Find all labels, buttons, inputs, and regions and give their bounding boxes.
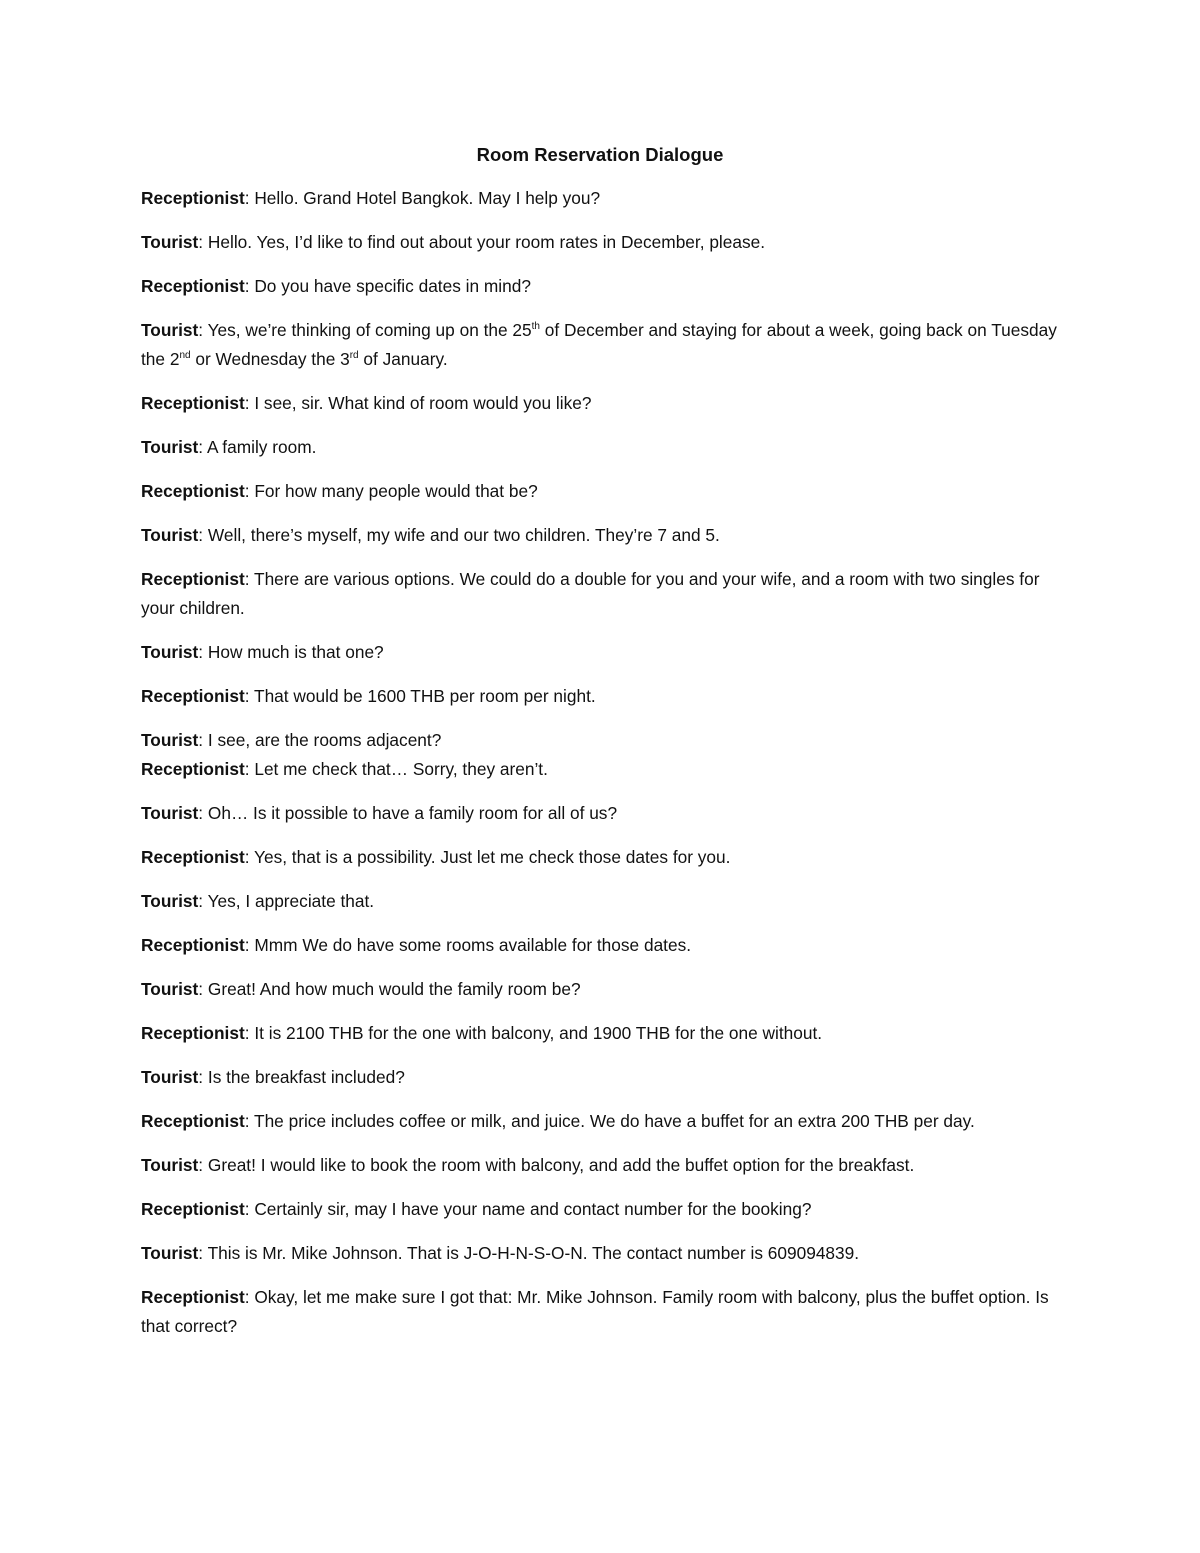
dialogue-line: Tourist: Hello. Yes, I’d like to find out about your room rates in December, please. (141, 232, 766, 252)
line-text: There are various options. We could do a double for you and your wife, and a room with two singles for your children. (141, 569, 1040, 618)
speaker-label: Tourist (141, 437, 199, 457)
line-text: Great! I would like to book the room with balcony, and add the buffet option for the breakfast. (207, 1155, 915, 1175)
line-text: Do you have specific dates in mind? (254, 276, 531, 296)
speaker-label: Tourist (141, 1155, 199, 1175)
page-title: Room Reservation Dialogue (476, 144, 724, 165)
speaker-label: Receptionist (141, 1023, 245, 1043)
speaker-label: Receptionist (141, 569, 245, 589)
line-text: Let me check that… Sorry, they aren’t. (254, 759, 548, 779)
dialogue-line: Receptionist: I see, sir. What kind of room would you like? (141, 393, 592, 413)
dialogue-line: Receptionist: Certainly sir, may I have your name and contact number for the booking? (141, 1199, 812, 1219)
line-text: of December and staying for about a week, going back on Tuesday the 2 (141, 320, 1057, 369)
speaker-label: Receptionist (141, 188, 245, 208)
speaker-label: Receptionist (141, 393, 245, 413)
dialogue-line: Tourist: Yes, I appreciate that. (141, 891, 375, 911)
dialogue-line: Receptionist: The price includes coffee or milk, and juice. We do have a buffet for an extra 200 THB per day. (141, 1111, 975, 1131)
dialogue-line: Receptionist: Yes, that is a possibility. Just let me check those dates for you. (141, 847, 731, 867)
speaker-label: Receptionist (141, 847, 245, 867)
dialogue-line: Receptionist: Okay, let me make sure I got that: Mr. Mike Johnson. Family room with balcony, plus the buffet option. Is that correct? (141, 1287, 1049, 1336)
line-text: of January. (358, 349, 448, 369)
line-text: I see, are the rooms adjacent? (207, 730, 442, 750)
speaker-label: Tourist (141, 979, 199, 999)
line-text: Well, there’s myself, my wife and our two children. They’re 7 and 5. (207, 525, 720, 545)
speaker-label: Tourist (141, 320, 199, 340)
ordinal-suffix: nd (179, 350, 191, 362)
speaker-label: Receptionist (141, 1111, 245, 1131)
speaker-label: Receptionist (141, 759, 245, 779)
line-text: Yes, we’re thinking of coming up on the 25 (207, 320, 532, 340)
dialogue-body (141, 184, 1066, 1356)
line-text: or Wednesday the 3 (190, 349, 350, 369)
line-text: Hello. Yes, I’d like to find out about your room rates in December, please. (207, 232, 766, 252)
dialogue-line: Receptionist: Hello. Grand Hotel Bangkok. May I help you? (141, 188, 601, 208)
speaker-label: Tourist (141, 1243, 199, 1263)
line-text: How much is that one? (207, 642, 384, 662)
dialogue-line: Receptionist: Do you have specific dates in mind? (141, 276, 531, 296)
speaker-label: Receptionist (141, 686, 245, 706)
speaker-label: Tourist (141, 803, 199, 823)
line-text: That would be 1600 THB per room per night. (254, 686, 596, 706)
dialogue-line: Receptionist: That would be 1600 THB per room per night. (141, 686, 596, 706)
dialogue-line: Tourist: A family room. (141, 437, 317, 457)
line-text: Yes, I appreciate that. (207, 891, 375, 911)
line-text: Certainly sir, may I have your name and contact number for the booking? (254, 1199, 812, 1219)
speaker-label: Tourist (141, 730, 199, 750)
line-text: Hello. Grand Hotel Bangkok. May I help you? (254, 188, 601, 208)
speaker-label: Tourist (141, 642, 199, 662)
dialogue-line: Receptionist: For how many people would that be? (141, 481, 538, 501)
dialogue-line: Tourist: How much is that one? (141, 642, 384, 662)
ordinal-suffix: rd (349, 350, 359, 362)
dialogue-line: Receptionist: It is 2100 THB for the one with balcony, and 1900 THB for the one without. (141, 1023, 823, 1043)
dialogue-line: Receptionist: Let me check that… Sorry, they aren’t. (141, 759, 548, 779)
dialogue-line: Tourist: Great! I would like to book the room with balcony, and add the buffet option for the breakfast. (141, 1155, 915, 1175)
dialogue-line: Receptionist: There are various options. We could do a double for you and your wife, and a room with two singles for your children. (141, 569, 1040, 618)
speaker-label: Tourist (141, 891, 199, 911)
line-text: Mmm We do have some rooms available for those dates. (254, 935, 692, 955)
line-text: Oh… Is it possible to have a family room for all of us? (207, 803, 618, 823)
line-text: Is the breakfast included? (207, 1067, 405, 1087)
dialogue-line: Tourist: Great! And how much would the family room be? (141, 979, 581, 999)
line-text: I see, sir. What kind of room would you like? (254, 393, 592, 413)
speaker-label: Tourist (141, 1067, 199, 1087)
speaker-label: Tourist (141, 525, 199, 545)
speaker-label: Receptionist (141, 935, 245, 955)
speaker-label: Receptionist (141, 1199, 245, 1219)
line-text: This is Mr. Mike Johnson. That is J-O-H-N-S-O-N. The contact number is 609094839. (207, 1243, 860, 1263)
dialogue-line: Receptionist: Mmm We do have some rooms available for those dates. (141, 935, 692, 955)
ordinal-suffix: th (531, 321, 540, 333)
speaker-label: Receptionist (141, 1287, 245, 1307)
speaker-label: Receptionist (141, 481, 245, 501)
dialogue-line: Tourist: Well, there’s myself, my wife and our two children. They’re 7 and 5. (141, 525, 720, 545)
line-text: A family room. (206, 437, 317, 457)
line-text: Okay, let me make sure I got that: Mr. Mike Johnson. Family room with balcony, plus the buffet option. Is that correct? (141, 1287, 1049, 1336)
line-text: It is 2100 THB for the one with balcony, and 1900 THB for the one without. (254, 1023, 823, 1043)
line-text: Great! And how much would the family room be? (207, 979, 581, 999)
dialogue-line: Tourist: Yes, we’re thinking of coming up on the 25th of December and staying for about a week, going back on Tuesday the 2nd or Wednesday the 3rd of January. (141, 320, 1057, 369)
dialogue-line: Tourist: This is Mr. Mike Johnson. That is J-O-H-N-S-O-N. The contact number is 609094839. (141, 1243, 860, 1263)
dialogue-line: Tourist: I see, are the rooms adjacent? (141, 730, 442, 750)
line-text: For how many people would that be? (254, 481, 538, 501)
line-text: Yes, that is a possibility. Just let me check those dates for you. (254, 847, 731, 867)
dialogue-line: Tourist: Is the breakfast included? (141, 1067, 405, 1087)
speaker-label: Receptionist (141, 276, 245, 296)
dialogue-line: Tourist: Oh… Is it possible to have a family room for all of us? (141, 803, 618, 823)
line-text: The price includes coffee or milk, and juice. We do have a buffet for an extra 200 THB per day. (254, 1111, 975, 1131)
speaker-label: Tourist (141, 232, 199, 252)
